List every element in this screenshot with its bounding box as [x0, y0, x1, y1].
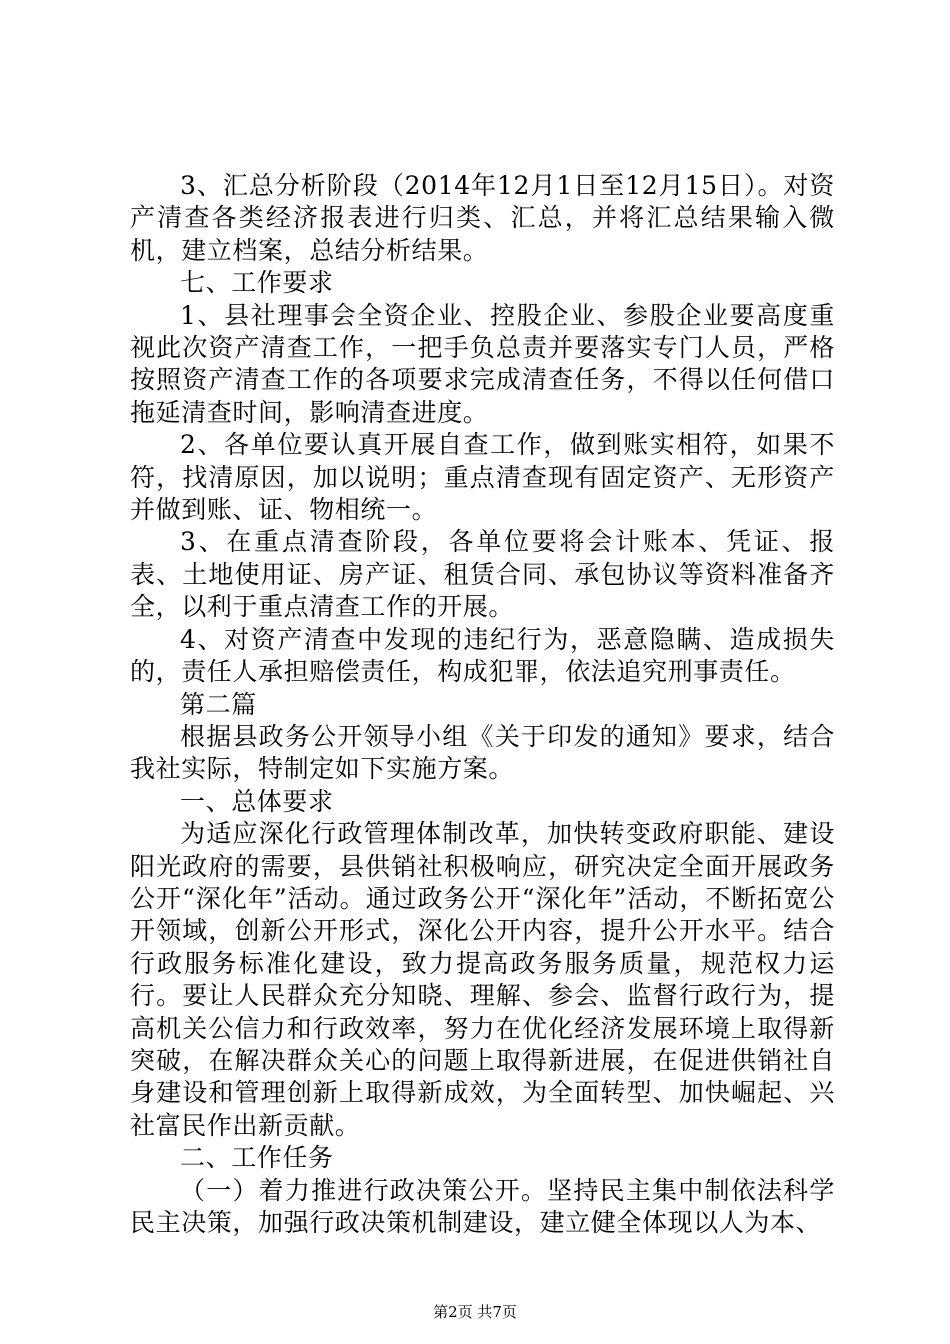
paragraph-requirement-2: 2、各单位要认真开展自查工作，做到账实相符，如果不符，找清原因，加以说明；重点清查现有固定资产、无形资产并做到账、证、物相统一。 — [130, 430, 835, 525]
paragraph-summary-stage: 3、汇总分析阶段（2014年12月1日至12月15日）。对资产清查各类经济报表进行归类、汇总，并将汇总结果输入微机，建立档案，总结分析结果。 — [130, 171, 835, 265]
heading-part-two: 第二篇 — [180, 689, 257, 719]
heading-overall-requirements: 一、总体要求 — [180, 786, 334, 816]
heading-work-requirements: 七、工作要求 — [180, 268, 334, 298]
paragraph-task-1: （一）着力推进行政决策公开。坚持民主集中制依法科学民主决策，加强行政决策机制建设，建立健全体现以人为本、 — [130, 1175, 835, 1237]
paragraph-overall-requirements: 为适应深化行政管理体制改革，加快转变政府职能、建设阳光政府的需要，县供销社积极响应，研究决定全面开展政务公开“深化年”活动。通过政务公开“深化年”活动，不断拓宽公开领域，创新公开形式，深化公开内容，提升公开水平。结合行政服务标准化建设，致力提高政务服务质量，规范权力运行。要让人民群众充分知晓、理解、参会、监督行政行为，提高机关公信力和行政效率，努力在优化经济发展环境上取得新突破，在解决群众关心的问题上取得新进展，在促进供销社自身建设和管理创新上取得新成效，为全面转型、加快崛起、兴社富民作出新贡献。 — [130, 819, 835, 1140]
paragraph-requirement-1: 1、县社理事会全资企业、控股企业、参股企业要高度重视此次资产清查工作，一把手负总责并要落实专门人员，严格按照资产清查工作的各项要求完成清查任务，不得以任何借口拖延清查时间，影响清查进度。 — [130, 300, 835, 427]
page-number-footer: 第2页 共7页 — [433, 1303, 517, 1321]
paragraph-requirement-3: 3、在重点清查阶段，各单位要将会计账本、凭证、报表、土地使用证、房产证、租赁合同、承包协议等资料准备齐全，以利于重点清查工作的开展。 — [130, 527, 835, 622]
document-body — [130, 170, 835, 1239]
heading-work-tasks: 二、工作任务 — [180, 1143, 334, 1173]
paragraph-requirement-4: 4、对资产清查中发现的违纪行为，恶意隐瞒、造成损失的，责任人承担赔偿责任，构成犯罪，依法追究刑事责任。 — [130, 624, 835, 687]
paragraph-introduction: 根据县政务公开领导小组《关于印发的通知》要求，结合我社实际，特制定如下实施方案。 — [130, 721, 835, 784]
